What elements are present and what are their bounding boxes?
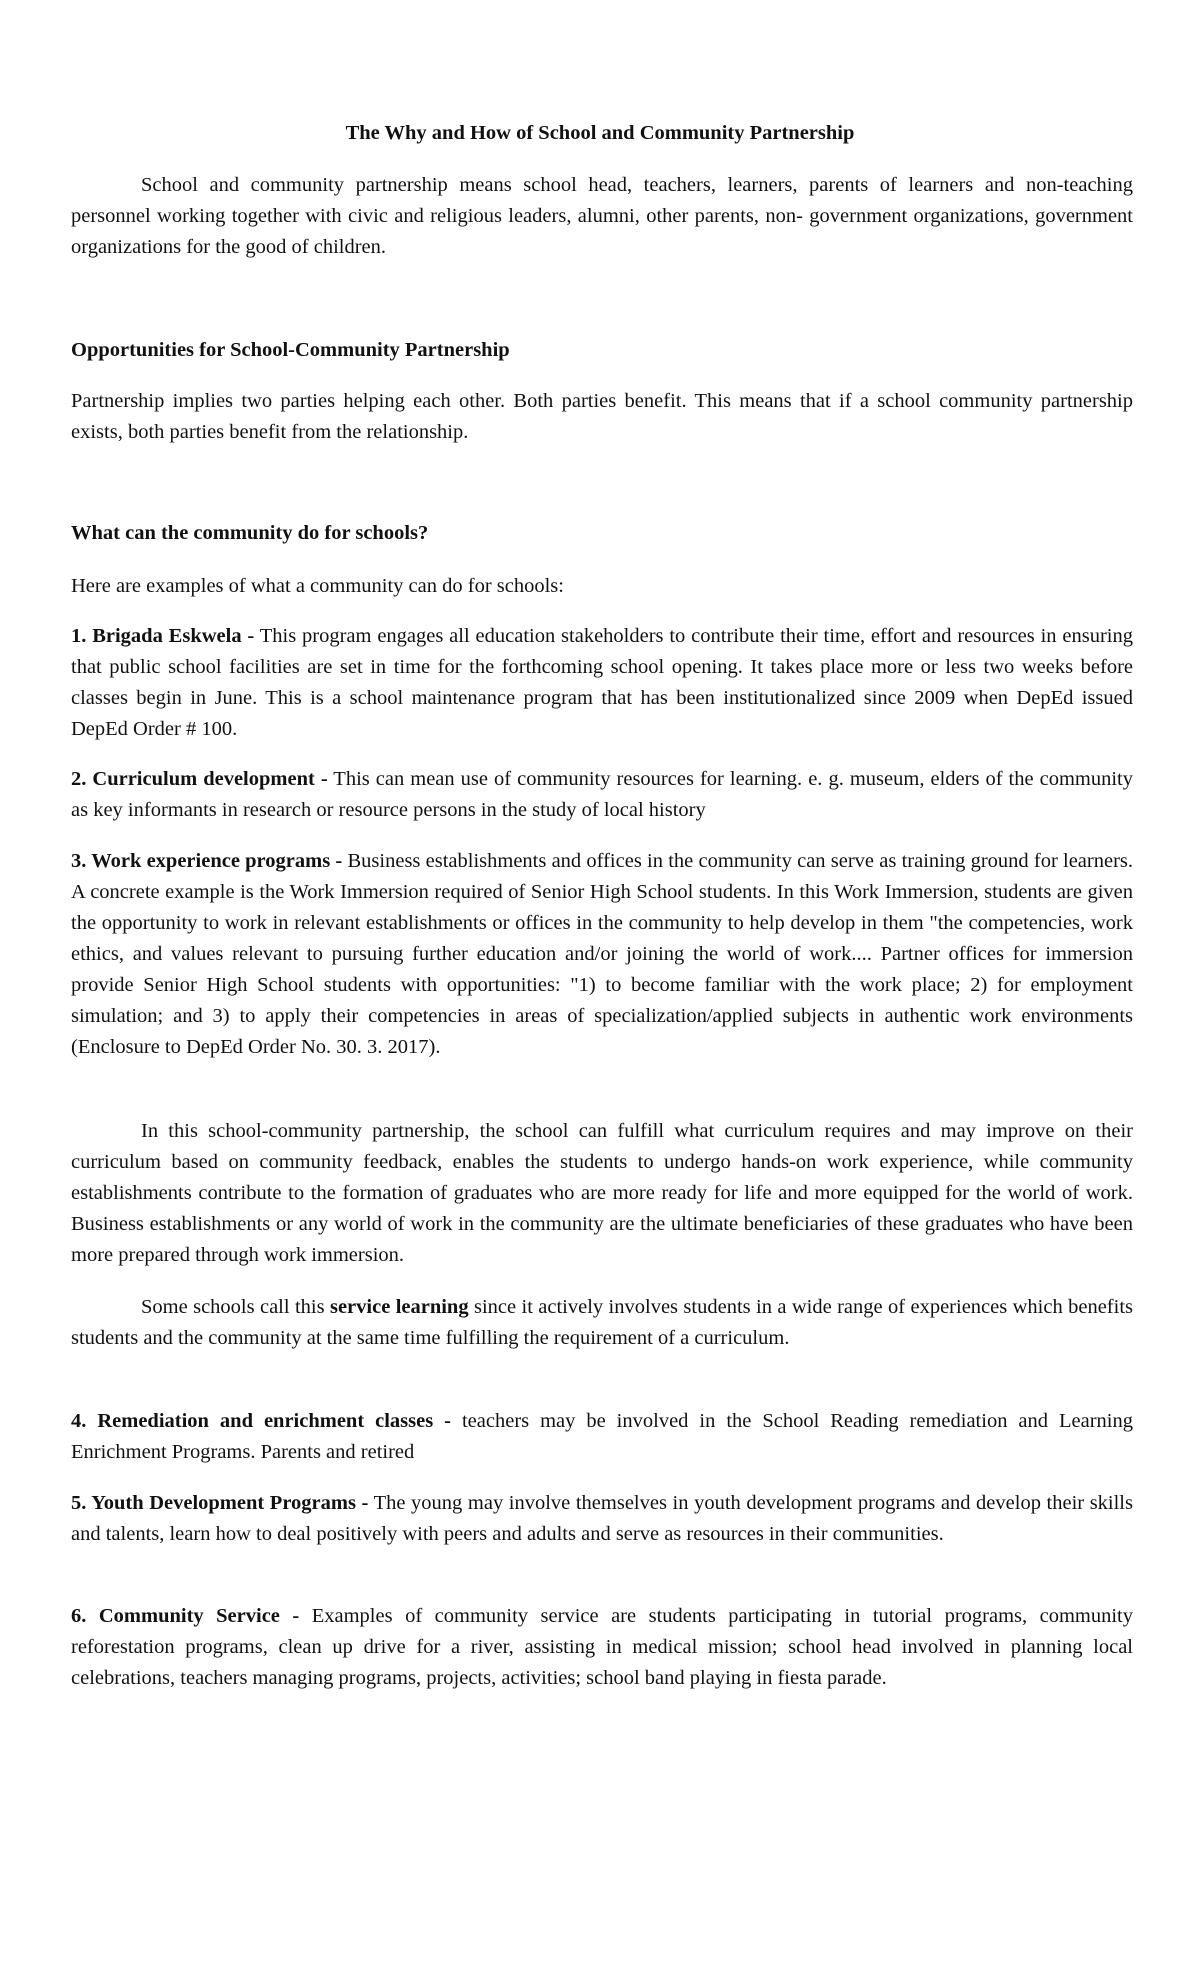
- item-label: 6. Community Service -: [71, 1605, 300, 1627]
- list-item-brigada-eskwela: [71, 621, 1133, 745]
- text: Some schools call this: [141, 1296, 330, 1318]
- item-label: 4. Remediation and enrichment classes -: [71, 1410, 451, 1432]
- item-label: 3. Work experience programs -: [71, 850, 343, 872]
- list-item-remediation: [71, 1406, 1133, 1468]
- intro-paragraph: School and community partnership means school head, teachers, learners, parents of learners and non-teaching personnel working together with civic and religious leaders, alumni, other parents, non- government organizations, government organizations for the good of children.: [71, 174, 1133, 258]
- opportunities-paragraph: Partnership implies two parties helping each other. Both parties benefit. This means that if a school community partnership exists, both parties benefit from the relationship.: [71, 390, 1133, 443]
- item-text: Examples of community service are students participating in tutorial programs, community reforestation programs, clean up drive for a river, assisting in medical mission; school head involved in planning local celebrations, teachers managing programs, projects, activities; school band playing in fiesta parade.: [71, 1605, 1133, 1689]
- item-text: This program engages all education stakeholders to contribute their time, effort and resources in ensuring that public school facilities are set in time for the forthcoming school opening. It takes place more or less two weeks before classes begin in June. This is a school maintenance program that has been institutionalized since 2009 when DepEd issued DepEd Order # 100.: [71, 625, 1133, 740]
- item-label: 1. Brigada Eskwela -: [71, 625, 255, 647]
- list-item-curriculum-development: [71, 764, 1133, 826]
- item-label: 2. Curriculum development -: [71, 768, 328, 790]
- partnership-paragraph: In this school-community partnership, the school can fulfill what curriculum requires and may improve on their curriculum based on community feedback, enables the students to undergo hands-on work experience, while community establishments contribute to the formation of graduates who are more ready for life and more equipped for the world of work. Business establishments or any world of work in the community are the ultimate beneficiaries of these graduates who have been more prepared through work immersion.: [71, 1120, 1133, 1266]
- service-learning-term: service learning: [329, 1296, 469, 1318]
- item-text: The young may involve themselves in youth development programs and develop their skills and talents, learn how to deal positively with peers and adults and serve as resources in their communities.: [71, 1492, 1133, 1545]
- item-text: teachers may be involved in the School Reading remediation and Learning Enrichment Programs. Parents and retired: [71, 1410, 1133, 1463]
- item-label: 5. Youth Development Programs -: [71, 1492, 369, 1514]
- text: since it actively involves students in a wide range of experiences which benefits students and the community at the same time fulfilling the requirement of a curriculum.: [71, 1296, 1133, 1349]
- item-text: This can mean use of community resources for learning. e. g. museum, elders of the community as key informants in research or resource persons in the study of local history: [71, 768, 1133, 821]
- document-title: The Why and How of School and Community Partnership: [345, 122, 855, 144]
- item-text: Business establishments and offices in the community can serve as training ground for learners. A concrete example is the Work Immersion required of Senior High School students. In this Work Immersion, students are given the opportunity to work in relevant establishments or offices in the community to help develop in them "the competencies, work ethics, and values relevant to pursuing further education and/or joining the world of work.... Partner offices for immersion provide Senior High School students with opportunities: "1) to become familiar with the work place; 2) for employment simulation; and 3) to apply their competencies in areas of specialization/applied subjects in authentic work environments (Enclosure to DepEd Order No. 30. 3. 2017).: [71, 850, 1134, 1058]
- examples-lead: Here are examples of what a community can do for schools:: [71, 575, 564, 597]
- list-item-work-experience: [71, 846, 1133, 1063]
- service-learning-paragraph: [71, 1292, 1133, 1354]
- list-item-community-service: [71, 1601, 1133, 1694]
- list-item-youth-development: [71, 1488, 1133, 1550]
- section-heading-community: What can the community do for schools?: [71, 522, 429, 544]
- section-heading-opportunities: Opportunities for School-Community Partnership: [71, 339, 510, 361]
